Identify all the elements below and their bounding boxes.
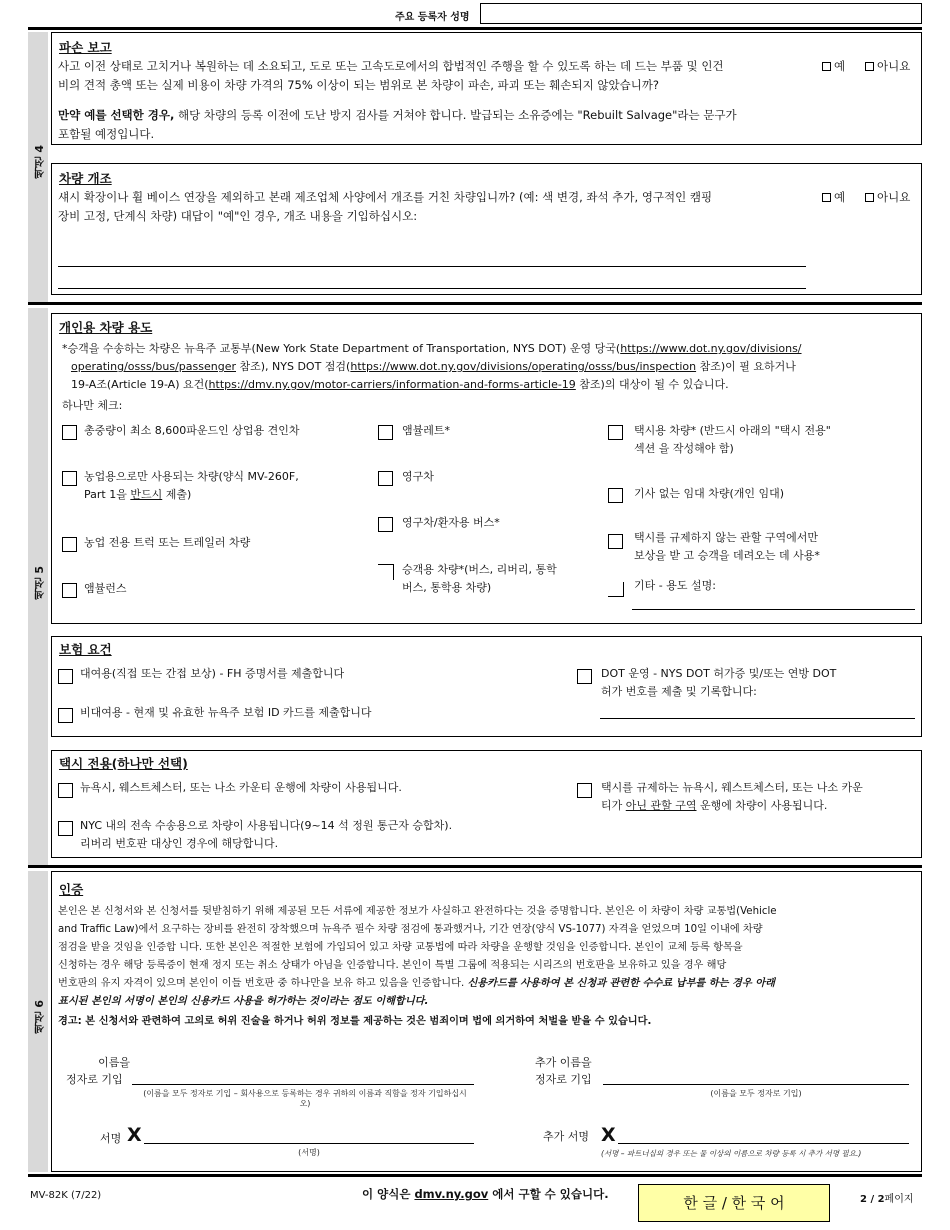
checkbox-farm-vehicle[interactable]	[62, 471, 77, 486]
print-name-note: (이름을 모두 정자로 기입 – 회사용으로 등록하는 경우 귀하의 이름과 직함을 정자 기입하십시오)	[143, 1089, 467, 1108]
modification-line[interactable]	[58, 288, 806, 289]
dot-label: DOT 운영 - NYS DOT 허가증 및/또는 연방 DOT 허가 번호를 제출 및 기록합니다:	[601, 667, 837, 698]
damage-note: 만약 예를 선택한 경우, 해당 차량의 등록 이전에 도난 방지 검사를 거쳐야 합니다. 발급되는 소유증에는 "Rebuilt Salvage"라는 문구가 포함될 예정입니다.	[58, 108, 737, 141]
checkbox-dot[interactable]	[577, 669, 592, 684]
divider	[28, 302, 922, 305]
modification-question: 섀시 확장이나 휠 베이스 연장을 제외하고 본래 제조업체 사양에서 개조를 거친 차량입니까? (예: 색 변경, 좌석 추가, 영구적인 캠핑 장비 고정, 단계식 차량) 대답이 "예"인 경우, 개조 내용을 기입하십시오:	[58, 190, 713, 223]
additional-signature-x: X	[601, 1124, 616, 1146]
damage-title: 파손 보고	[59, 40, 112, 55]
taxi-label: 택시용 차량* (반드시 아래의 "택시 전용" 섹션 을 작성해야 함)	[634, 424, 831, 455]
checkbox-taxi-nyc[interactable]	[58, 783, 73, 798]
coach-label: 영구차/환자용 버스*	[402, 516, 500, 529]
additional-name-label: 추가 이름을	[535, 1056, 592, 1069]
certification-text: 본인은 본 신청서와 본 신청서를 뒷받침하기 위해 제공된 모든 서류에 제공한 정보가 사실하고 완전하다는 것을 증명합니다. 본인은 이 차량이 차량 교통법(Vehicle and Traffic Law)에서 요구하는 장비를 완전히 장착했으며 뉴욕주 필수 차량 점검에 통과했거나, 기간 연장(양식 VS-1077) 자격을 얻었으며 10일 이내에 차량 점검을 받을 것임을 인증합 니다. 또한 본인은 적절한 보험에 가입되어 있고 차량 교통법에 따라 차량을 운행할 것임을 인증합니다. 본인이 교체 등록 항목을 신청하는 경우 해당 등록증이 현재 정지 또는 취소 상태가 아님을 인증합니다. 본인이 특별 그룹에 적용되는 시리즈의 번호판을 보유하고 있을 경우 해당 번호판의 유지 자격이 있으며 본인이 이들 번호판 중 하나만을 보유 하고 있음을 인증합니다. 신용카드를 사용하여 본 신청과 관련한 수수료 납부를 하는 경우 아래 표시된 본인의 서명이 본인의 신용카드 사용을 허가하는 것이라는 점도 이해합니다. 경고: 본 신청서와 관련하여 고의로 허위 진술을 하거나 허위 정보를 제공하는 것은 범죄이며 법에 의거하여 처벌을 받을 수 있습니다.	[58, 906, 777, 1027]
nonhire-label: 비대여용 - 현재 및 유효한 뉴욕주 보험 ID 카드를 제출합니다	[80, 706, 372, 719]
nonregulated-label: 택시를 규제하지 않는 관할 구역에서만 보상을 받 고 승객을 데려오는 데 사용*	[634, 531, 820, 562]
usage-panel	[51, 313, 922, 624]
taxi-exclusive-label: NYC 내의 전속 수송용으로 차량이 사용됩니다(9~14 석 정원 통근자 승합차). 리버리 번호판 대상인 경우에 해당합니다.	[80, 819, 453, 850]
section-5-label: 섹션 5	[33, 566, 46, 600]
print-name-field[interactable]	[132, 1084, 474, 1085]
dmv-link[interactable]: dmv.ny.gov	[414, 1187, 489, 1201]
modification-panel	[51, 163, 922, 295]
insurance-panel	[51, 636, 922, 737]
checkbox-ambulette[interactable]	[378, 425, 393, 440]
ambulance-label: 앰뷸런스	[84, 582, 127, 595]
hire-label: 대여용(직접 또는 간접 보상) - FH 증명서를 제출합니다	[80, 667, 345, 680]
divider	[28, 27, 922, 30]
damage-question: 사고 이전 상태로 고치거나 복원하는 데 소요되고, 도로 또는 고속도로에서의 합법적인 주행을 할 수 있도록 하는 데 드는 부품 및 인건 비의 견적 총액 또는 실제 비용이 차량 가격의 75% 이상이 되는 범위로 본 차량이 파손, 파괴 또는 훼손되지 않았습니까?	[58, 59, 724, 92]
signature-label: 서명	[100, 1132, 122, 1145]
additional-name-note: (이름을 모두 정자로 기입)	[710, 1089, 802, 1098]
usage-title: 개인용 차량 용도	[59, 320, 153, 335]
checkbox-taxi-exclusive[interactable]	[58, 821, 73, 836]
taxi-panel	[51, 750, 922, 858]
mod-yes[interactable]: 예	[822, 188, 845, 207]
divider	[28, 1174, 922, 1177]
additional-name-field[interactable]	[603, 1084, 909, 1085]
modification-title: 차량 개조	[59, 171, 112, 186]
additional-name-label-2: 정자로 기입	[535, 1073, 592, 1086]
mod-no[interactable]: 아니요	[865, 188, 910, 207]
signature-field[interactable]	[144, 1143, 474, 1144]
link-passenger[interactable]: https://www.dot.ny.gov/divisions/	[620, 342, 802, 355]
tow-truck-label: 총중량이 최소 8,600파운드인 상업용 견인차	[84, 424, 300, 437]
passenger-label: 승객용 차량*(버스, 리버리, 통학 버스, 통학용 차량)	[402, 563, 557, 594]
form-id: MV-82K (7/22)	[30, 1190, 102, 1201]
checkbox-icon[interactable]	[822, 193, 831, 202]
taxi-title: 택시 전용(하나만 선택)	[59, 756, 188, 771]
taxi-regulated-label: 택시를 규제하는 뉴욕시, 웨스트체스터, 또는 나소 카운 티가 아닌 관할 구역 운행에 차량이 사용됩니다.	[601, 781, 863, 812]
checkbox-ambulance[interactable]	[62, 583, 77, 598]
additional-signature-field[interactable]	[618, 1143, 909, 1144]
checkbox-coach[interactable]	[378, 517, 393, 532]
registrant-name-field[interactable]	[480, 3, 922, 24]
checkbox-hire[interactable]	[58, 669, 73, 684]
signature-x: X	[127, 1124, 142, 1146]
usage-intro: *승객을 수송하는 차량은 뉴욕주 교통부(New York State Department of Transportation, NYS DOT) 운영 당국(https://www.dot.ny.gov/divisions/ operating/osss/bus/passenger 참조), NYS DOT 점검(https://www.dot.ny.gov/divisions/operating/osss/bus/inspection 참조)이 필 요하거나 19-A조(Article 19-A) 요건(https://dmv.ny.gov/motor-carriers/information-and-forms-article-19 참조)의 대상이 될 수 있습니다.	[62, 342, 802, 391]
page-number: 2 / 2페이지	[860, 1194, 914, 1205]
checkbox-nonhire[interactable]	[58, 708, 73, 723]
checkbox-livery[interactable]	[608, 488, 623, 503]
farm-truck-label: 농업 전용 트럭 또는 트레일러 차량	[84, 536, 251, 549]
checkbox-other[interactable]	[608, 582, 624, 597]
checkbox-passenger[interactable]	[378, 564, 394, 580]
print-name-label-2: 정자로 기입	[66, 1073, 123, 1086]
farm-vehicle-label: 농업용으로만 사용되는 차량(양식 MV-260F, Part 1을 반드시 제출)	[84, 470, 299, 501]
link-inspection[interactable]: https://www.dot.ny.gov/divisions/operating/osss/bus/inspection	[350, 360, 697, 373]
other-line[interactable]	[632, 609, 915, 610]
checkbox-nonregulated[interactable]	[608, 534, 623, 549]
section-4-label: 섹션 4	[33, 145, 46, 179]
insurance-title: 보험 요건	[59, 642, 112, 657]
checkbox-icon[interactable]	[822, 62, 831, 71]
check-one-label: 하나만 체크:	[62, 399, 123, 412]
checkbox-icon[interactable]	[865, 62, 874, 71]
additional-signature-label: 추가 서명	[543, 1130, 590, 1143]
section-6-label: 섹션 6	[33, 1000, 46, 1034]
registrant-label: 주요 등록자 성명	[395, 12, 470, 23]
livery-label: 기사 없는 임대 차량(개인 임대)	[634, 487, 785, 500]
hearse-label: 영구차	[402, 470, 434, 483]
checkbox-hearse[interactable]	[378, 471, 393, 486]
dot-number-line[interactable]	[600, 718, 915, 719]
checkbox-icon[interactable]	[865, 193, 874, 202]
signature-note: (서명)	[298, 1148, 320, 1157]
damage-yes[interactable]: 예	[822, 57, 845, 76]
damage-panel	[51, 32, 922, 145]
print-name-label: 이름을	[98, 1056, 130, 1069]
ambulette-label: 앰뷸레트*	[402, 424, 451, 437]
taxi-nyc-label: 뉴욕시, 웨스트체스터, 또는 나소 카운티 운행에 차량이 사용됩니다.	[80, 781, 402, 794]
link-article-19[interactable]: https://dmv.ny.gov/motor-carriers/information-and-forms-article-19	[208, 378, 576, 391]
checkbox-tow-truck[interactable]	[62, 425, 77, 440]
checkbox-taxi[interactable]	[608, 425, 623, 440]
checkbox-farm-truck[interactable]	[62, 537, 77, 552]
availability-text: 이 양식은 dmv.ny.gov 에서 구할 수 있습니다.	[362, 1187, 609, 1201]
modification-line[interactable]	[58, 266, 806, 267]
link-passenger-cont[interactable]: operating/osss/bus/passenger	[71, 360, 236, 373]
additional-signature-note: (서명 – 파트너십의 경우 또는 둘 이상의 이름으로 차량 등록 시 추가 서명 필요.)	[601, 1149, 862, 1158]
damage-no[interactable]: 아니요	[865, 57, 910, 76]
language-stamp: 한 글 / 한 국 어	[638, 1184, 830, 1222]
checkbox-taxi-regulated[interactable]	[577, 783, 592, 798]
divider	[28, 865, 922, 868]
other-label: 기타 - 용도 설명:	[634, 579, 716, 592]
certification-title: 인증	[59, 882, 84, 897]
certification-panel	[51, 871, 922, 1172]
